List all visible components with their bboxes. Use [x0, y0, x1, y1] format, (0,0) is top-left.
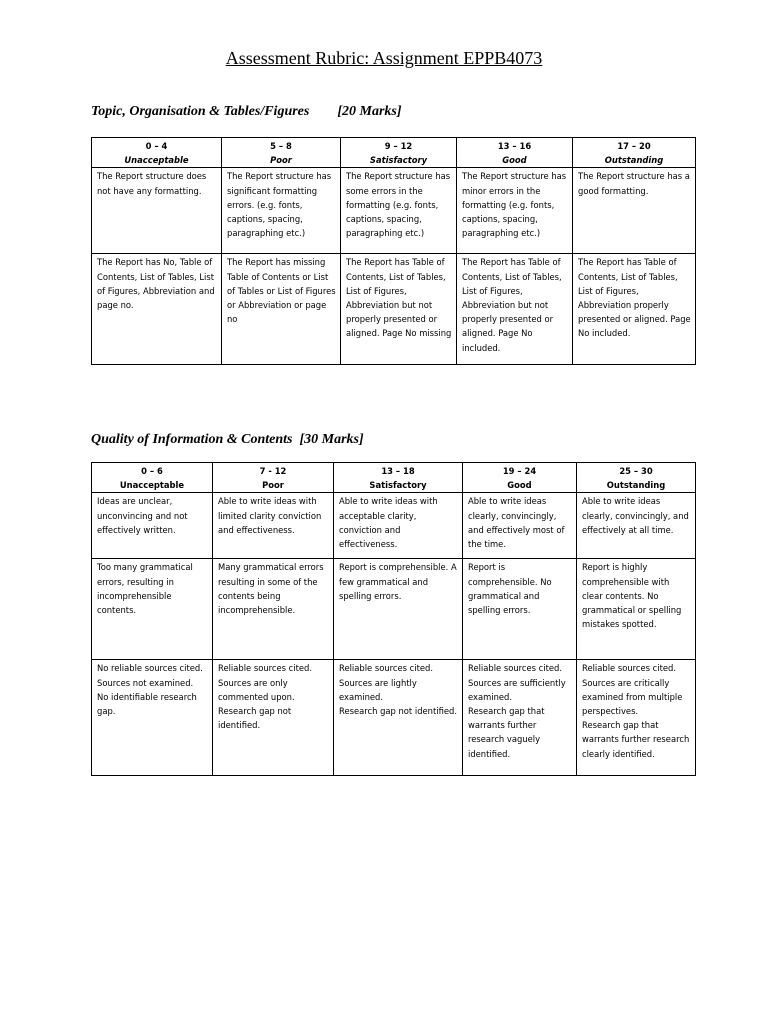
grade-label: Unacceptable — [119, 480, 185, 491]
rubric-cell — [577, 559, 696, 660]
rubric-cell — [463, 559, 577, 660]
score-range: 5 – 8 — [270, 141, 292, 151]
rubric-cell: The Report structure does not have any formatting. — [92, 168, 222, 254]
cell-text: Research gap not identified. — [218, 706, 292, 731]
rubric-cell — [463, 660, 577, 776]
rubric-cell — [213, 559, 334, 660]
rubric-cell — [463, 493, 577, 559]
cell-text: Reliable sources cited. Sources are critically examined from multiple perspectives. — [582, 663, 683, 717]
table-row — [92, 168, 696, 254]
header-cell — [222, 138, 341, 168]
header-cell — [573, 138, 696, 168]
table-row — [92, 254, 696, 365]
rubric-cell — [334, 493, 463, 559]
rubric-cell: The Report has missing Table of Contents or List of Tables or List of Figures or Abbreviation or page no — [222, 254, 341, 365]
rubric-header-row — [92, 138, 696, 168]
rubric-cell: The Report structure has a good formatting. — [573, 168, 696, 254]
table-row — [92, 493, 696, 559]
grade-label: Outstanding — [606, 480, 666, 491]
rubric-cell — [92, 559, 213, 660]
cell-text: Able to write ideas with limited clarity conviction and effectiveness. — [218, 496, 322, 535]
header-cell — [92, 463, 213, 493]
cell-text: Able to write ideas with acceptable clarity, conviction and effectiveness. — [339, 496, 438, 550]
rubric-cell: The Report has Table of Contents, List of Tables, List of Figures, Abbreviation but not properly presented or aligned. Page No missing — [341, 254, 457, 365]
grade-label: Satisfactory — [369, 480, 427, 491]
cell-text: Reliable sources cited. Sources are only commented upon. — [218, 663, 313, 702]
score-range: 7 - 12 — [259, 466, 287, 476]
rubric-cell — [334, 660, 463, 776]
rubric-header-row — [92, 463, 696, 493]
score-range: 13 – 16 — [497, 141, 532, 151]
section-heading-topic-organisation: Topic, Organisation & Tables/Figures [20 Marks] — [91, 104, 402, 119]
rubric-table-topic-organisation — [91, 137, 696, 365]
section-heading-quality-information: Quality of Information & Contents [30 Marks] — [91, 432, 364, 447]
grade-label: Poor — [270, 155, 292, 166]
score-range: 13 – 18 — [381, 466, 415, 476]
header-cell — [341, 138, 457, 168]
score-range: 17 – 20 — [617, 141, 651, 151]
score-range: 9 – 12 — [384, 141, 413, 151]
cell-text: No reliable sources cited. Sources not examined. — [97, 663, 203, 688]
score-range: 19 – 24 — [502, 466, 537, 476]
rubric-cell — [334, 559, 463, 660]
header-cell — [457, 138, 573, 168]
rubric-cell — [92, 493, 213, 559]
cell-text: Able to write ideas clearly, convincingly, and effectively at all time. — [582, 496, 689, 535]
grade-label: Unacceptable — [124, 155, 189, 166]
grade-label: Good — [507, 480, 532, 491]
score-range: 0 – 6 — [141, 466, 163, 476]
cell-text: Ideas are unclear, unconvincing and not effectively written. — [97, 496, 188, 535]
cell-text: Report is highly comprehensible with clear contents. No grammatical or spelling mistakes spotted. — [582, 562, 682, 630]
rubric-cell — [92, 660, 213, 776]
cell-text: Many grammatical errors resulting in some of the contents being incomprehensible. — [218, 562, 324, 616]
rubric-cell: The Report structure has minor errors in the formatting (e.g. fonts, captions, spacing, paragraphing etc.) — [457, 168, 573, 254]
cell-text: Report is comprehensible. No grammatical and spelling errors. — [468, 562, 552, 616]
rubric-cell: The Report has Table of Contents, List of Tables, List of Figures, Abbreviation but not properly presented or aligned. Page No included. — [457, 254, 573, 365]
rubric-cell — [577, 493, 696, 559]
grade-label: Good — [502, 155, 527, 166]
header-cell — [577, 463, 696, 493]
rubric-cell: The Report has Table of Contents, List of Tables, List of Figures, Abbreviation properly presented or aligned. Page No included. — [573, 254, 696, 365]
cell-text: Too many grammatical errors, resulting in incomprehensible contents. — [97, 562, 193, 616]
header-cell — [334, 463, 463, 493]
score-range: 25 – 30 — [619, 466, 653, 476]
header-cell — [92, 138, 222, 168]
cell-text: No identifiable research gap. — [97, 691, 197, 717]
cell-text: Report is comprehensible. A few grammatical and spelling errors. — [339, 562, 457, 601]
cell-text: Able to write ideas clearly, convincingly, and effectively most of the time. — [468, 496, 565, 550]
rubric-cell: The Report structure has significant formatting errors. (e.g. fonts, captions, spacing, paragraphing etc.) — [222, 168, 341, 254]
rubric-cell: The Report has No, Table of Contents, List of Tables, List of Figures, Abbreviation and page no. — [92, 254, 222, 365]
rubric-cell: The Report structure has some errors in the formatting (e.g. fonts, captions, spacing, paragraphing etc.) — [341, 168, 457, 254]
table-row — [92, 559, 696, 660]
document-title: Assessment Rubric: Assignment EPPB4073 — [225, 48, 543, 68]
cell-text: Research gap that warrants further research clearly identified. — [582, 720, 690, 759]
cell-text: Reliable sources cited. Sources are sufficiently examined. — [468, 663, 566, 702]
rubric-table-quality-information — [91, 462, 696, 776]
grade-label: Satisfactory — [369, 155, 428, 166]
header-cell — [213, 463, 334, 493]
score-range: 0 – 4 — [145, 141, 168, 151]
table-row — [92, 660, 696, 776]
rubric-cell — [213, 660, 334, 776]
header-cell — [463, 463, 577, 493]
rubric-cell — [213, 493, 334, 559]
rubric-cell — [577, 660, 696, 776]
cell-text: Research gap not identified. — [339, 706, 458, 717]
cell-text: Research gap that warrants further research vaguely identified. — [468, 706, 545, 759]
cell-text: Reliable sources cited. Sources are lightly examined. — [339, 663, 434, 702]
grade-label: Poor — [262, 480, 284, 491]
grade-label: Outstanding — [604, 155, 664, 166]
